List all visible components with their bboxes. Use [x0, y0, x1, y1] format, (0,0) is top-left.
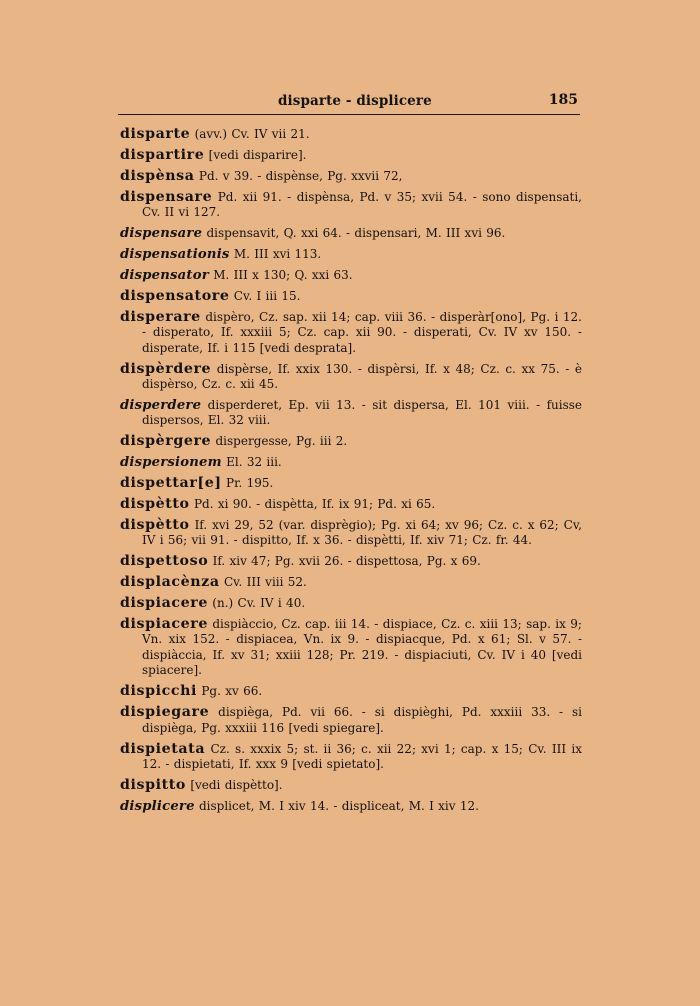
headword: dispiacere — [120, 615, 208, 632]
entry-text: dispensavit, Q. xxi 64. - dispensari, M. III xvi 96. — [206, 226, 506, 241]
entry — [120, 476, 582, 492]
entry — [120, 247, 582, 263]
entry — [120, 268, 582, 284]
entry — [120, 398, 582, 429]
entry-text: Cv. III viii 52. — [223, 575, 307, 590]
entry-text: dispèrse, If. xxix 130. - dispèrsi, If. x 48; Cz. c. xx 75. - è dispèrso, Cz. c. xii 45. — [142, 361, 582, 392]
header-rule — [118, 114, 580, 115]
headword: dispènsa — [120, 167, 195, 184]
entry-text: dispèro, Cz. sap. xii 14; cap. viii 36. - disperàr[ono], Pg. i 12. - disperato, If. xxxiii 5; Cz. cap. xii 90. - disperati, Cv. IV xv 150. - disperate, If. i 115 [vedi desprata]. — [142, 309, 582, 355]
entry-text: Cv. I iii 15. — [233, 288, 301, 303]
entry-text: (avv.) Cv. IV vii 21. — [194, 127, 310, 141]
entry — [120, 289, 582, 305]
headword: disperdere — [120, 397, 202, 413]
entry — [120, 575, 582, 591]
entry — [120, 778, 582, 794]
dictionary-entries — [120, 127, 582, 820]
entry-text: Pr. 195. — [226, 476, 274, 491]
headword: dispicchi — [120, 683, 197, 700]
entry — [120, 169, 582, 185]
headword: dispensationis — [120, 246, 230, 262]
entry — [120, 434, 582, 450]
entry-text: [vedi dispètto]. — [190, 777, 283, 792]
headword: dispensatore — [120, 287, 230, 304]
entry-text: (n.) Cv. IV i 40. — [212, 596, 306, 611]
entry — [120, 617, 582, 679]
entry-text: El. 32 iii. — [226, 455, 282, 470]
headword: dispensare — [120, 188, 213, 205]
entry-text: displicet, M. I xiv 14. - displiceat, M. I xiv 12. — [198, 798, 479, 813]
entry-text: If. xvi 29, 52 (var. disprègio); Pg. xi 64; xv 96; Cz. c. x 62; Cv, IV i 56; vii 91. - dispitto, If. x 36. - dispètti, If. xiv 71; Cz. fr. 44. — [142, 517, 582, 548]
headword: dispietata — [120, 740, 206, 757]
entry — [120, 148, 582, 164]
entry — [120, 190, 582, 221]
entry-text: Pd. xii 91. - dispènsa, Pd. v 35; xvii 54. - sono dispensati, Cv. II vi 127. — [142, 189, 582, 220]
entry-text: dispiàccio, Cz. cap. iii 14. - dispiace, Cz. c. xiii 13; sap. ix 9; Vn. xix 152. - dispiacea, Vn. ix 9. - dispiacque, Pd. x 61; Sl. v 57. - dispiàccia, If. xv 31; xxiii 128; Pr. 219. - dispiaciuti, Cv. IV i 40 [vedi spiacere]. — [142, 616, 582, 678]
entry — [120, 497, 582, 513]
entry-text: Cz. s. xxxix 5; st. ii 36; c. xii 22; xvi 1; cap. x 15; Cv. III ix 12. - dispietati, If. xxx 9 [vedi spietato]. — [142, 741, 582, 772]
headword: dispitto — [120, 776, 186, 793]
page-number: 185 — [548, 92, 578, 108]
running-header — [118, 91, 580, 113]
entry — [120, 455, 582, 471]
headword: disparte — [120, 126, 191, 142]
headword: dispèrgere — [120, 433, 212, 450]
headword: dispersionem — [120, 455, 222, 471]
header-title: disparte - displicere — [278, 93, 432, 109]
entry — [120, 226, 582, 242]
headword: displacènza — [120, 574, 220, 591]
headword: dispèrdere — [120, 360, 212, 377]
entry-text: dispergesse, Pg. iii 2. — [215, 434, 348, 449]
entry — [120, 127, 582, 143]
entry — [120, 705, 582, 736]
headword: dispètto — [120, 516, 190, 533]
entry — [120, 554, 582, 570]
entry — [120, 742, 582, 773]
headword: dispensare — [120, 226, 203, 242]
headword: dispettar[e] — [120, 475, 222, 492]
headword: dispartire — [120, 146, 205, 163]
entry-text: Pd. v 39. - dispènse, Pg. xxvii 72, — [198, 168, 403, 183]
entry-text: M. III x 130; Q. xxi 63. — [213, 267, 353, 282]
headword: dispètto — [120, 495, 190, 512]
entry — [120, 310, 582, 357]
entry-text: Pd. xi 90. - dispètta, If. ix 91; Pd. xi 65. — [193, 496, 436, 511]
headword: dispettoso — [120, 553, 209, 570]
entry — [120, 362, 582, 393]
entry — [120, 799, 582, 815]
entry — [120, 684, 582, 700]
entry-text: If. xiv 47; Pg. xvii 26. - dispettosa, Pg. x 69. — [212, 554, 481, 569]
entry-text: dispièga, Pd. vii 66. - si dispièghi, Pd. xxxiii 33. - si dispièga, Pg. xxxiii 116 [vedi spiegare]. — [142, 705, 582, 735]
headword: displicere — [120, 798, 195, 814]
headword: dispiacere — [120, 595, 208, 612]
headword: dispensator — [120, 267, 209, 283]
entry-text: [vedi disparire]. — [208, 147, 307, 162]
headword: dispiegare — [120, 704, 210, 721]
entry-text: disperderet, Ep. vii 13. - sit dispersa, El. 101 viii. - fuisse dispersos, El. 32 viii. — [142, 397, 582, 428]
entry — [120, 518, 582, 549]
entry-text: Pg. xv 66. — [201, 684, 263, 699]
headword: disperare — [120, 308, 201, 325]
entry-text: M. III xvi 113. — [233, 246, 322, 261]
entry — [120, 596, 582, 612]
